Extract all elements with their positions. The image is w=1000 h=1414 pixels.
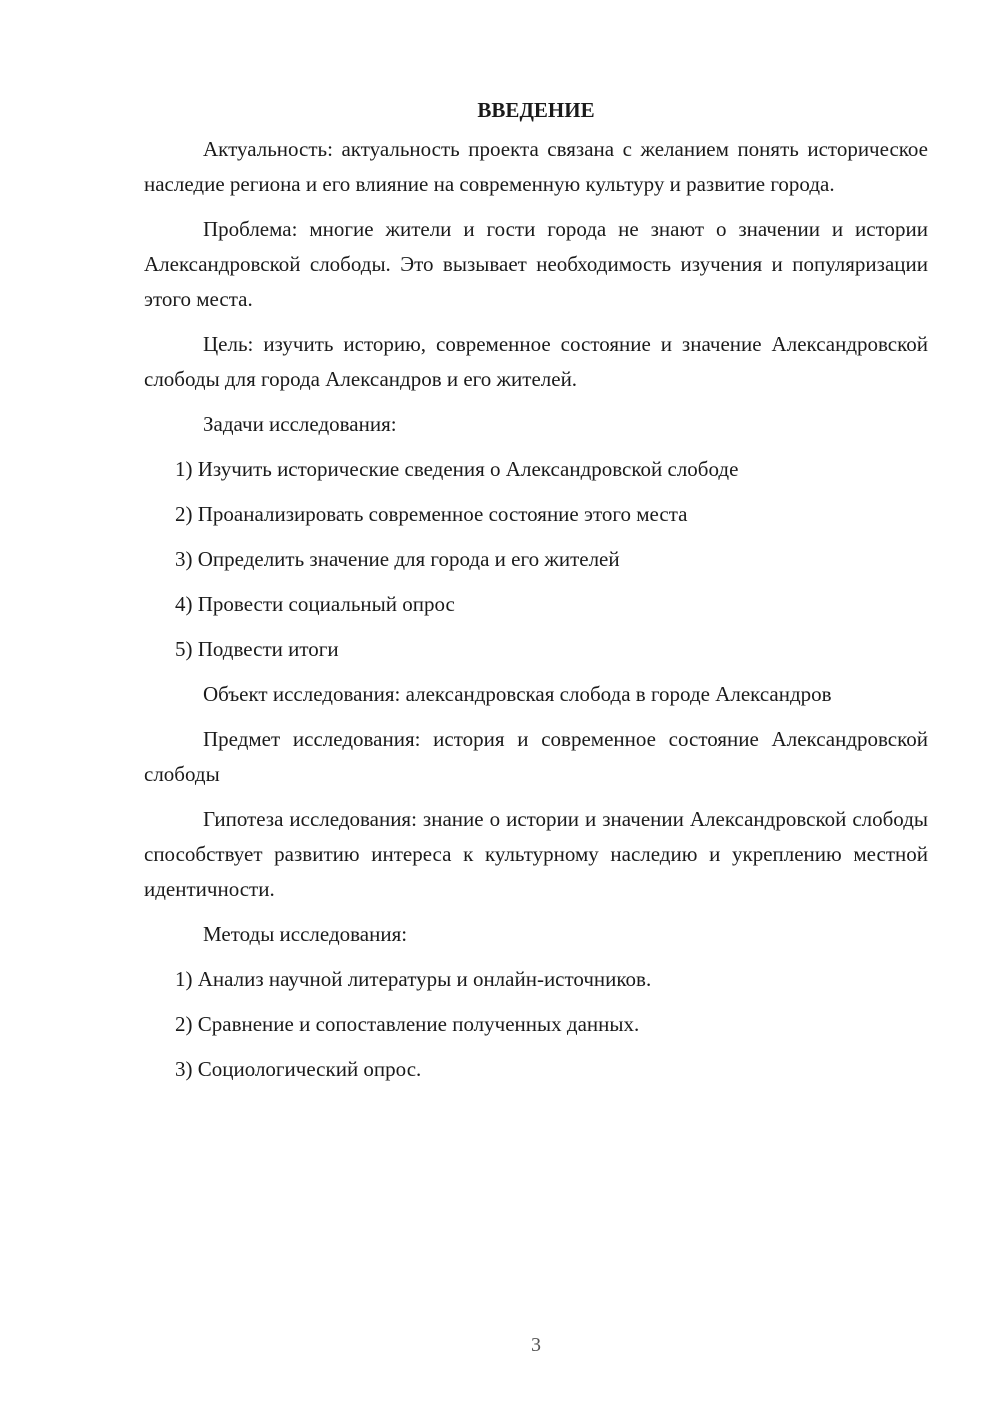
- subject-paragraph: Предмет исследования: история и современное состояние Александровской слободы: [144, 727, 928, 786]
- relevance-paragraph: Актуальность: актуальность проекта связана с желанием понять историческое наследие региона и его влияние на современную культуру и развитие города.: [144, 137, 928, 196]
- list-item: 4) Провести социальный опрос: [175, 592, 455, 616]
- page-number: 3: [531, 1334, 541, 1356]
- goal-paragraph: Цель: изучить историю, современное состояние и значение Александровской слободы для города Александров и его жителей.: [144, 332, 928, 391]
- tasks-heading: Задачи исследования:: [203, 412, 397, 436]
- list-item: 1) Анализ научной литературы и онлайн-источников.: [175, 967, 652, 991]
- document-page: [144, 92, 928, 1097]
- list-item: 5) Подвести итоги: [175, 637, 339, 661]
- methods-heading: Методы исследования:: [203, 922, 408, 946]
- list-item: 1) Изучить исторические сведения о Александровской слободе: [175, 457, 739, 481]
- list-item: 2) Проанализировать современное состояние этого места: [175, 502, 688, 526]
- object-paragraph: Объект исследования: александровская слобода в городе Александров: [203, 682, 832, 706]
- problem-paragraph: Проблема: многие жители и гости города не знают о значении и истории Александровской слободы. Это вызывает необходимость изучения и популяризации этого места.: [144, 217, 928, 311]
- methods-list: [144, 962, 928, 1087]
- tasks-list: [144, 452, 928, 667]
- list-item: 2) Сравнение и сопоставление полученных данных.: [175, 1012, 640, 1036]
- hypothesis-paragraph: Гипотеза исследования: знание о истории и значении Александровской слободы способствует развитию интереса к культурному наследию и укреплению местной идентичности.: [144, 807, 928, 901]
- list-item: 3) Определить значение для города и его жителей: [175, 547, 620, 571]
- page-title: ВВЕДЕНИЕ: [477, 98, 595, 122]
- list-item: 3) Социологический опрос.: [175, 1057, 422, 1081]
